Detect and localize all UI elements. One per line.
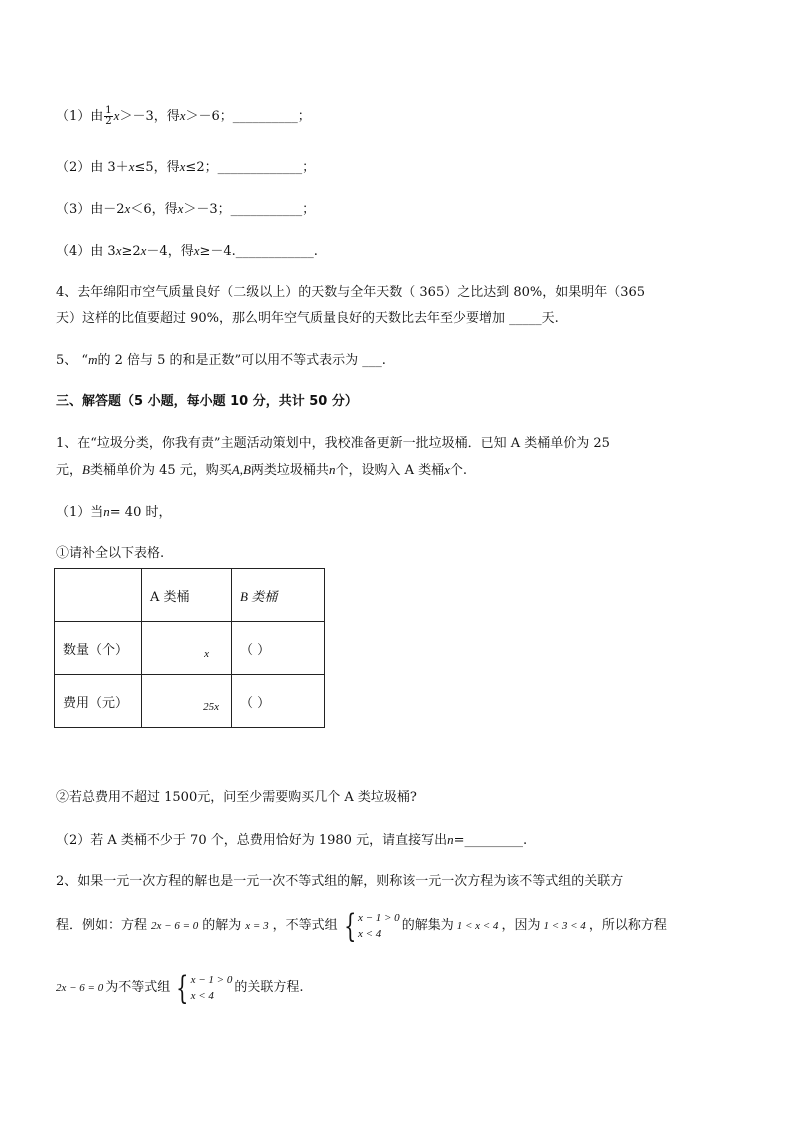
variable: x (177, 201, 184, 216)
p1-line-2 (56, 460, 467, 481)
equation: 2x − 6 = 0 (151, 920, 199, 932)
table-header-cell: A 类桶 (142, 569, 232, 622)
text: （2）若 A 类桶不少于 70 个，总费用恰好为 1980 元，请直接写出 (56, 833, 448, 848)
table-cell-label: 数量（个） (55, 622, 142, 675)
fraction (104, 106, 112, 127)
variable: x (124, 201, 131, 216)
q4-line-2: 天）这样的比值要超过 90%，那么明年空气质量良好的天数比去年至少要增加 _____天. (56, 311, 559, 326)
variable: x (193, 243, 200, 258)
text: 的关联方程. (234, 980, 304, 995)
text: 程．例如：方程 (56, 918, 148, 933)
text: （1）当 (56, 505, 104, 520)
table-cell (142, 622, 232, 675)
equation: 1 < x < 4 (456, 920, 499, 932)
p1-line-1: 1、在“垃圾分类，你我有责”主题活动策划中，我校准备更新一批垃圾桶．已知 A 类桶单价为 25 (56, 436, 610, 451)
text: （4）由 3 (56, 244, 116, 259)
equation: 1 < 3 < 4 (543, 920, 586, 932)
variable: x (179, 108, 186, 123)
variable: x (444, 462, 450, 477)
text: x (204, 647, 209, 660)
text: = 40 时， (109, 505, 172, 520)
variable: B (82, 462, 90, 477)
p1-circ-1: ①请补全以下表格. (56, 546, 165, 561)
text: 的解集为 (401, 918, 454, 933)
section-heading: 三、解答题（5 小题，每小题 10 分，共计 50 分） (56, 394, 358, 409)
text: －4，得 (146, 244, 194, 259)
table-cell-blank[interactable]: （ ） (232, 622, 325, 675)
text: B 类桶 (240, 588, 278, 604)
p1-circ-2: ②若总费用不超过 1500元，问至少需要购买几个 A 类垃圾桶? (56, 790, 417, 805)
text: 为不等式组 (105, 980, 171, 995)
variable: x (113, 108, 120, 123)
p2-line-2 (56, 906, 667, 946)
text: ＞－3；___________； (183, 202, 316, 217)
q3-part-3 (56, 199, 315, 220)
variable: x (140, 243, 147, 258)
table-cell-label: 费用（元） (55, 675, 142, 728)
p1-sub-1 (56, 502, 171, 523)
text: ，因为 (501, 918, 541, 933)
text: 两类垃圾桶共 (250, 463, 329, 478)
text: 个，设购入 A 类桶 (335, 463, 445, 478)
table-cell (142, 675, 232, 728)
text: 的 2 倍与 5 的和是正数”可以用不等式表示为 ___. (97, 353, 386, 368)
table-cell-blank[interactable]: （ ） (232, 675, 325, 728)
text: ≤5，得 (134, 160, 180, 175)
variable: x (179, 159, 186, 174)
text: 的解为 (202, 918, 242, 933)
text: 个. (449, 463, 468, 478)
inequality: x − 1 > 0 (190, 973, 233, 986)
variable: x (115, 243, 122, 258)
variable: n (328, 462, 336, 477)
variable: n (447, 832, 454, 847)
inequality-system (340, 906, 400, 945)
p2-line-3 (56, 968, 303, 1008)
table-header-cell (55, 569, 142, 622)
equation: x = 3 (245, 920, 269, 932)
fill-in-table (54, 568, 325, 728)
table-header-row (55, 569, 325, 622)
text: （1）由 (56, 109, 104, 124)
fraction-numerator: 1 (105, 105, 112, 116)
variable: n (103, 504, 110, 519)
text: ＜6，得 (130, 202, 178, 217)
q3-part-4 (56, 241, 318, 262)
text: 元， (56, 463, 83, 478)
variable: m (88, 352, 98, 367)
left-brace-icon: { (343, 906, 356, 945)
variable: x (128, 159, 135, 174)
table-row (55, 622, 325, 675)
text: ≥2 (121, 244, 141, 259)
variable: A,B (231, 462, 251, 477)
text: 25x (203, 700, 219, 713)
text: （2）由 3＋ (56, 160, 129, 175)
q5 (56, 350, 386, 371)
inequality: x < 4 (190, 989, 214, 1002)
q4-line-1: 4、去年绵阳市空气质量良好（二级以上）的天数与全年天数（ 365）之比达到 80%，如果明年（365 (56, 285, 646, 300)
p2-line-1: 2、如果一元一次方程的解也是一元一次不等式组的解，则称该一元一次方程为该不等式组的关联方 (56, 874, 624, 889)
text: （3）由－2 (56, 202, 125, 217)
table-row (55, 675, 325, 728)
equation: 2x − 6 = 0 (56, 982, 104, 994)
text: ＞－3，得 (119, 109, 180, 124)
q3-part-2 (56, 157, 315, 178)
inequality: x − 1 > 0 (357, 911, 400, 924)
text: ，不等式组 (272, 918, 338, 933)
text: =_________. (453, 833, 528, 848)
left-brace-icon: { (176, 968, 189, 1007)
inequality-system (172, 968, 233, 1007)
q3-part-1 (56, 106, 311, 127)
p1-sub-2 (56, 830, 527, 851)
text: 类桶单价为 45 元，购买 (89, 463, 232, 478)
inequality: x < 4 (357, 927, 382, 940)
text: ，所以称方程 (588, 918, 667, 933)
table-header-cell (232, 569, 325, 622)
text: ≤2；_____________； (185, 160, 316, 175)
fraction-denominator: 2 (105, 116, 112, 127)
text: 5、 “ (56, 353, 89, 368)
text: ≥－4.____________. (199, 244, 318, 259)
text: ＞－6；__________； (185, 109, 311, 124)
